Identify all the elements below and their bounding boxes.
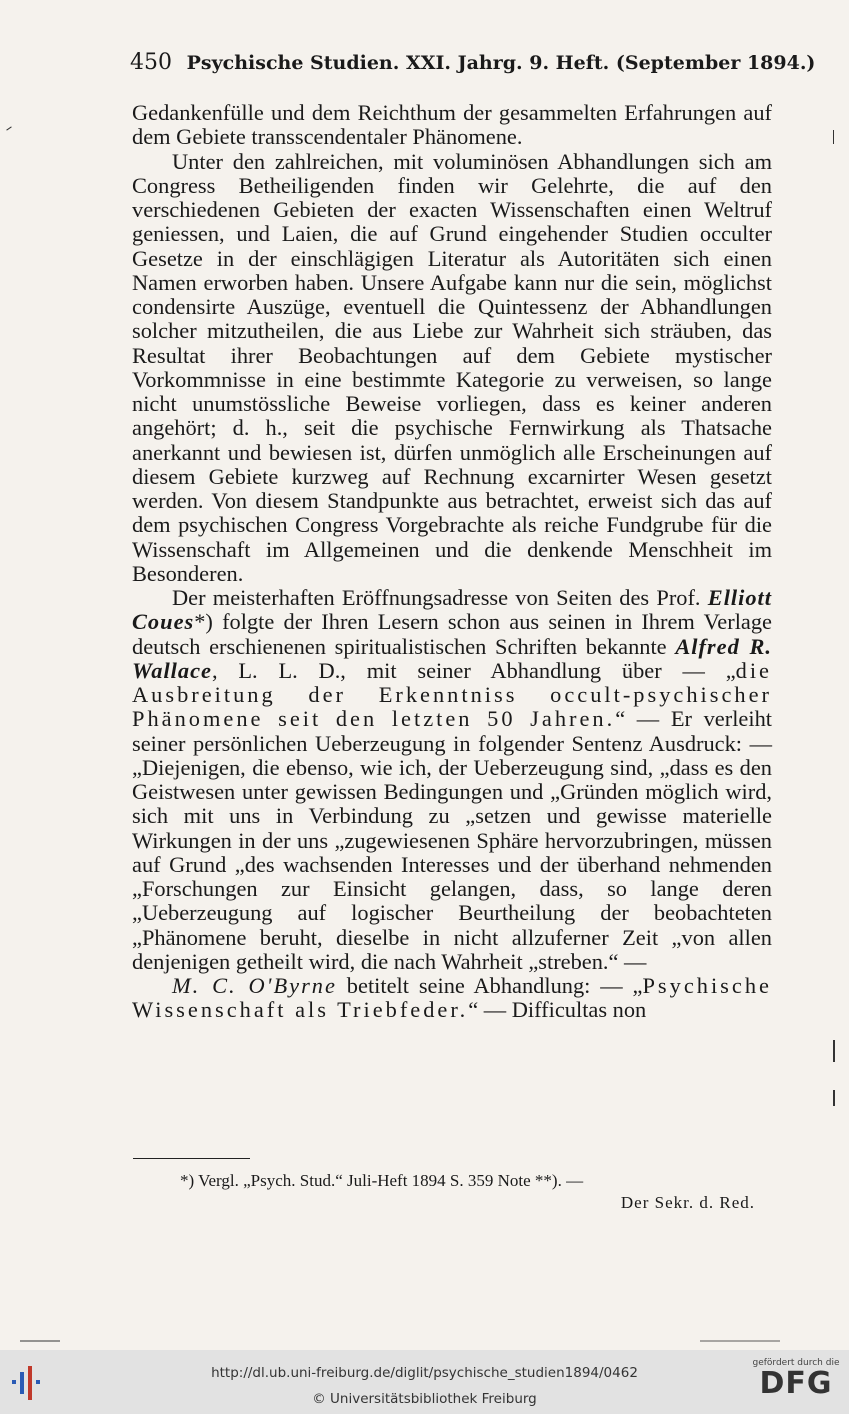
paragraph-3-text-c: , L. L. D., mit seiner Abhandlung über — „ [211, 657, 736, 683]
running-header [130, 50, 816, 75]
dfg-caption: gefördert durch die [752, 1358, 840, 1368]
paragraph-4-text-a: betitelt seine Abhandlung: — „ [336, 973, 643, 998]
paragraph-4 [132, 974, 772, 1023]
lecture-title-wallace: die Ausbreitung der Erkenntniss occult-psychischer Phänomene seit den letzten 50 Jahren. [132, 657, 772, 732]
lecture-title-obyrne: Psychische Wissenschaft als Triebfeder. [132, 973, 772, 1023]
author-name-coues: Elliott Coues [132, 585, 772, 635]
dfg-logo [751, 1358, 841, 1400]
body-text [132, 101, 772, 1023]
paragraph-3-text-a: Der meisterhaften Eröffnungsadresse von Seiten des Prof. [172, 585, 701, 610]
paragraph-4-text-b: “ — Difficultas non [468, 997, 647, 1023]
author-name-obyrne: M. C. O'Byrne [172, 973, 337, 998]
scan-mark [833, 130, 834, 144]
scan-mark [20, 1340, 60, 1342]
running-title: Psychische Studien. XXI. Jahrg. 9. Heft. (September 1894.) [186, 52, 816, 74]
copyright-text: © Universitätsbibliothek Freiburg [312, 1391, 537, 1407]
paragraph-2: Unter den zahlreichen, mit voluminösen Abhandlungen sich am Congress Betheiligenden finden wir Gelehrte, die auf den verschiedenen Gebieten der exacten Wissenschaften einen Weltruf geniessen, und Laien, die auf Grund eingehender Studien occulter Gesetze in der einschlägigen Literatur als Autoritäten sich einen Namen erworben haben. Unsere Aufgabe kann nur die sein, möglichst condensirte Auszüge, eventuell die Quintessenz der Abhandlungen solcher mitzutheilen, die aus Liebe zur Wahrheit sich sträuben, das Resultat ihrer Beobachtungen auf dem Gebiete mystischer Vorkommnisse in eine bestimmte Kategorie zu verweisen, so lange nicht unumstössliche Beweise vorliegen, dass es keiner anderen angehört; d. h., seit die psychische Fernwirkung als Thatsache anerkannt und bewiesen ist, dürfen unmöglich alle Erscheinungen auf diesem Gebiete kurzweg auf Rechnung excarnirter Wesen gesetzt werden. Von diesem Standpunkte aus betrachtet, erweist sich das auf dem psychischen Congress Vorgebrachte als reiche Fundgrube für die Wissenschaft im Allgemeinen und die denkende Menschheit im Besonderen. [132, 148, 772, 586]
scan-mark [6, 126, 11, 130]
author-name-wallace: Alfred R. Wallace [132, 633, 772, 683]
paragraph-3-text-b: *) folgte der Ihren Lesern schon aus seinen in Ihrem Verlage deutsch erschienenen spiritualistischen Schriften bekannte [132, 609, 772, 659]
scan-mark [700, 1340, 780, 1342]
page-number: 450 [130, 50, 172, 75]
scan-mark [833, 1090, 835, 1106]
footnote-text: *) Vergl. „Psych. Stud.“ Juli-Heft 1894 S. 359 Note **). — [180, 1171, 584, 1190]
paragraph-1: Gedankenfülle und dem Reichthum der gesammelten Erfahrungen auf dem Gebiete transscendentaler Phänomene. [132, 100, 772, 150]
footnote-signature: Der Sekr. d. Red. [620, 1193, 755, 1212]
scan-mark [833, 1040, 835, 1062]
viewer-footer [0, 1350, 849, 1414]
document-url-link[interactable]: http://dl.ub.uni-freiburg.de/diglit/psychische_studien1894/0462 [211, 1365, 638, 1381]
footnote-rule [133, 1158, 250, 1159]
paragraph-3 [132, 586, 772, 974]
paragraph-3-text-d: “ — Er verleiht seiner persönlichen Ueberzeugung in folgender Sentenz Ausdruck: — „Diejenigen, die ebenso, wie ich, der Ueberzeugung sind, „dass es den Geistwesen unter gewissen Bedingungen und „Gründen möglich wird, sich mit uns in Verbindung zu „setzen und gewisse materielle Wirkungen in der uns „zugewiesenen Sphäre hervorzubringen, müssen auf Grund „des wachsenden Interesses und der überhand nehmenden „Forschungen zur Einsicht gelangen, dass, so lange deren „Ueberzeugung auf logischer Beurtheilung der beobachteten „Phänomene beruht, dieselbe in nicht allzuferner Zeit „von allen denjenigen getheilt wird, die nach Wahrheit „streben.“ — [132, 706, 772, 974]
dfg-logo-text: DFG [759, 1366, 833, 1401]
footnote [180, 1170, 755, 1214]
